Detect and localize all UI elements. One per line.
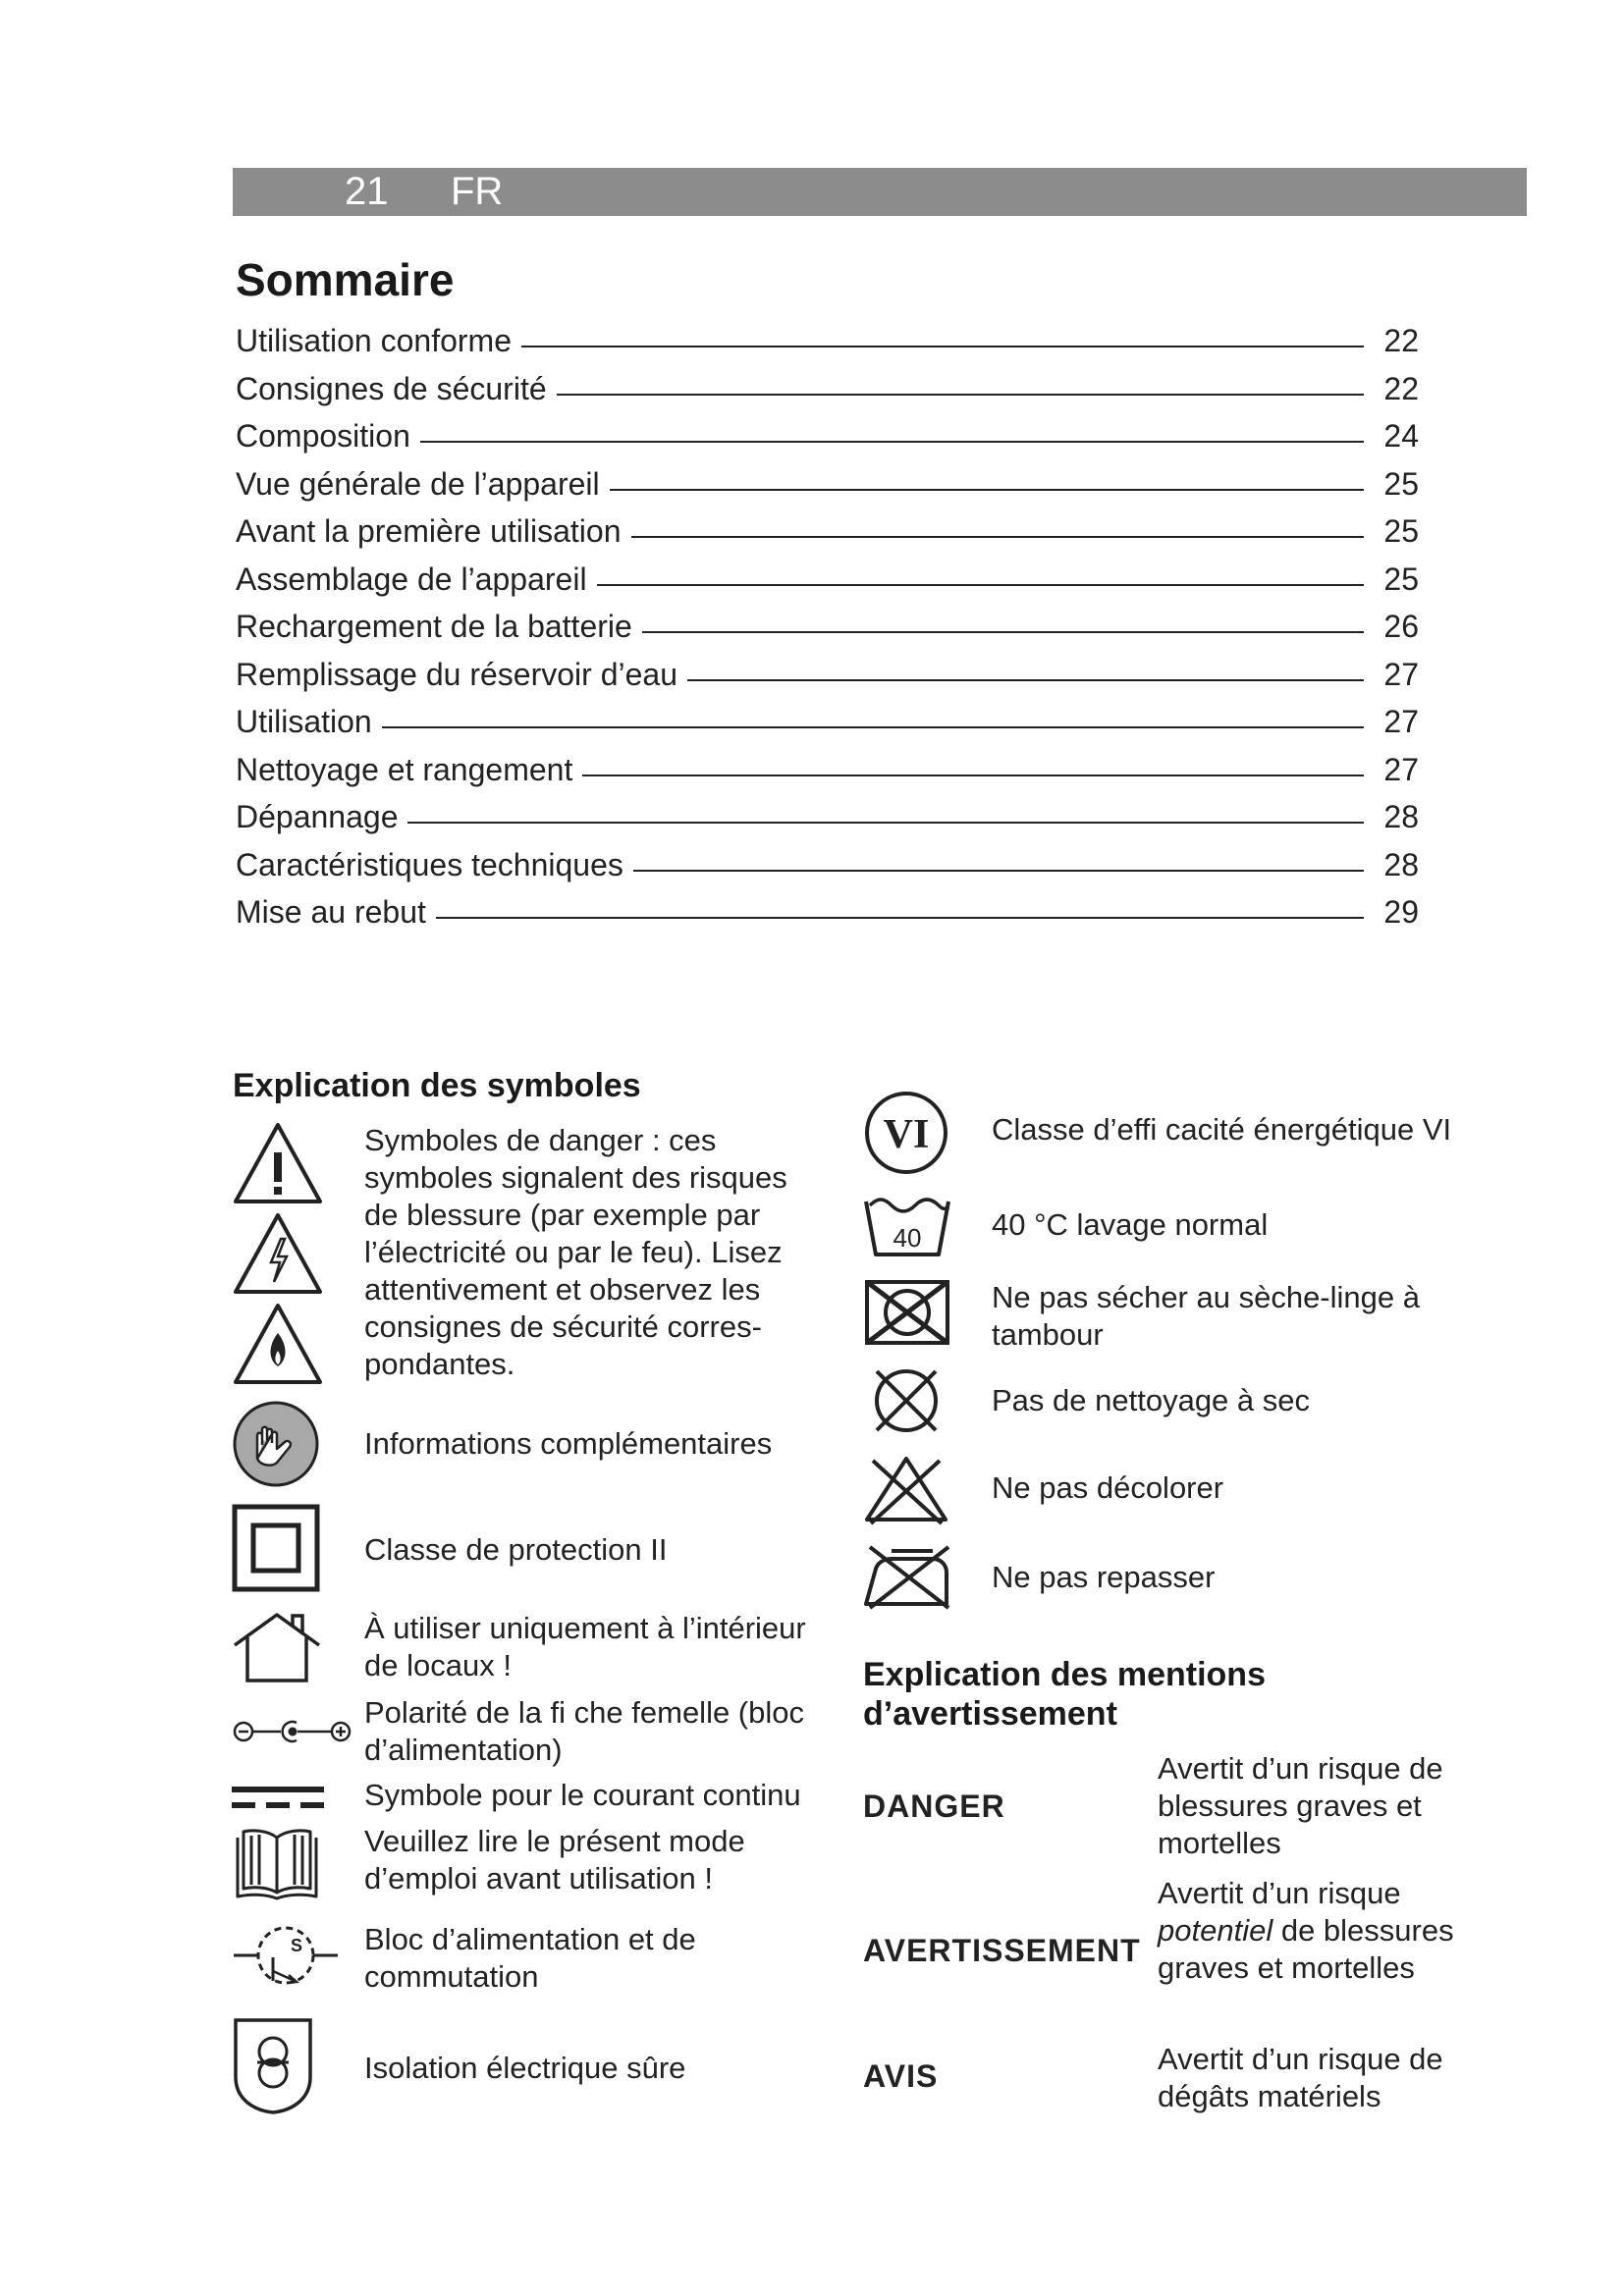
toc-entry-label: Nettoyage et rangement bbox=[236, 751, 573, 787]
no-bleach-text: Ne pas décolorer bbox=[992, 1470, 1224, 1505]
warning-desc-avis: Avertit d’un risque de dégâts matériels bbox=[1158, 2042, 1443, 2113]
safe-isolation-text: Isolation électrique sûre bbox=[364, 2051, 686, 2085]
toc-title: Sommaire bbox=[236, 254, 455, 305]
dc-current-icon bbox=[232, 1785, 324, 1812]
toc-entry-label: Assemblage de l’appareil bbox=[236, 561, 587, 597]
toc-entry-label: Utilisation bbox=[236, 704, 372, 739]
toc-entry-label: Utilisation conforme bbox=[236, 323, 512, 358]
toc-entry-page: 25 bbox=[1383, 513, 1419, 549]
toc-entry[interactable] bbox=[236, 466, 1419, 514]
no-tumble-dry-text: Ne pas sécher au sèche-linge à tambour bbox=[992, 1280, 1420, 1352]
toc-entry-page: 26 bbox=[1383, 609, 1419, 644]
dc-current-text: Symbole pour le courant continu bbox=[364, 1778, 801, 1812]
danger-symbols-text: Symboles de danger : ces symboles signalent des risques de blessure (par exemple par l’électricité ou par le feu). Lisez attentivement et observez les consignes de sécurité corres-pondantes. bbox=[364, 1123, 787, 1381]
toc-entry[interactable] bbox=[236, 371, 1419, 419]
safety-transformer-icon bbox=[232, 2016, 314, 2116]
toc-entry[interactable] bbox=[236, 752, 1419, 800]
wash-40-icon bbox=[862, 1194, 952, 1258]
header-bar bbox=[233, 168, 1527, 216]
symbols-title: Explication des symboles bbox=[233, 1067, 641, 1104]
toc-entry-page: 28 bbox=[1383, 846, 1419, 882]
no-bleach-icon bbox=[863, 1455, 949, 1525]
no-iron-icon bbox=[862, 1543, 952, 1610]
toc-entry-label: Remplissage du réservoir d’eau bbox=[236, 656, 677, 692]
no-tumble-dry-icon bbox=[863, 1278, 951, 1347]
toc-entry[interactable] bbox=[236, 847, 1419, 895]
warning-word-avis: AVIS bbox=[863, 2058, 939, 2094]
toc-entry[interactable] bbox=[236, 704, 1419, 752]
toc-entry-page: 27 bbox=[1383, 656, 1419, 692]
indoor-use-text: À utiliser uniquement à l’intérieur de locaux ! bbox=[364, 1611, 806, 1682]
toc-entry-page: 24 bbox=[1383, 418, 1419, 454]
toc-entry-page: 25 bbox=[1383, 465, 1419, 502]
toc-entry-page: 29 bbox=[1383, 894, 1419, 930]
no-iron-text: Ne pas repasser bbox=[992, 1560, 1216, 1594]
language-code: FR bbox=[451, 170, 504, 213]
efficiency-vi-icon bbox=[864, 1091, 948, 1175]
no-dry-clean-text: Pas de nettoyage à sec bbox=[992, 1383, 1311, 1417]
table-of-contents bbox=[236, 323, 1419, 942]
toc-entry-page: 25 bbox=[1383, 561, 1419, 597]
toc-entry-page: 28 bbox=[1383, 799, 1419, 834]
svg-text:S: S bbox=[291, 1936, 303, 1955]
warning-word-danger: DANGER bbox=[863, 1789, 1005, 1824]
warnings-title: Explication des mentions d’avertissement bbox=[863, 1656, 1284, 1733]
toc-entry-label: Vue générale de l’appareil bbox=[236, 465, 600, 502]
wash-temperature-badge: 40 bbox=[893, 1223, 922, 1253]
no-dry-clean-icon bbox=[867, 1365, 946, 1436]
warning-desc-avertissement: Avertit d’un risque potentiel de blessures graves et mortelles bbox=[1158, 1876, 1454, 1985]
toc-entry-label: Rechargement de la batterie bbox=[236, 609, 632, 644]
toc-entry-label: Avant la première utilisation bbox=[236, 513, 622, 549]
efficiency-text: Classe d’effi cacité énergétique VI bbox=[992, 1112, 1452, 1147]
toc-entry-page: 22 bbox=[1383, 370, 1419, 406]
toc-entry-label: Caractéristiques techniques bbox=[236, 846, 623, 882]
toc-entry-page: 27 bbox=[1383, 751, 1419, 787]
toc-entry[interactable] bbox=[236, 894, 1419, 942]
toc-entry[interactable] bbox=[236, 609, 1419, 657]
wash-text: 40 °C lavage normal bbox=[992, 1207, 1269, 1242]
toc-entry-page: 22 bbox=[1383, 323, 1419, 358]
efficiency-badge: VI bbox=[883, 1112, 930, 1157]
book-icon bbox=[232, 1824, 322, 1902]
polarity-text: Polarité de la fi che femelle (bloc d’alimentation) bbox=[364, 1695, 805, 1767]
toc-entry-label: Consignes de sécurité bbox=[236, 370, 547, 406]
read-manual-text: Veuillez lire le présent mode d’emploi avant utilisation ! bbox=[364, 1824, 745, 1896]
house-icon bbox=[232, 1612, 322, 1682]
toc-entry-page: 27 bbox=[1383, 704, 1419, 739]
warning-desc-danger: Avertit d’un risque de blessures graves et mortelles bbox=[1158, 1751, 1443, 1860]
page-number: 21 bbox=[345, 170, 389, 213]
toc-entry[interactable] bbox=[236, 513, 1419, 561]
warning-word-avertissement: AVERTISSEMENT bbox=[863, 1933, 1141, 1968]
info-text: Informations complémentaires bbox=[364, 1426, 773, 1461]
toc-entry[interactable] bbox=[236, 799, 1419, 847]
switching-psu-text: Bloc d’alimentation et de commutation bbox=[364, 1922, 696, 1994]
double-square-icon bbox=[232, 1504, 320, 1592]
toc-entry[interactable] bbox=[236, 657, 1419, 705]
toc-entry-label: Composition bbox=[236, 418, 410, 454]
toc-entry[interactable] bbox=[236, 323, 1419, 371]
protection-class-text: Classe de protection II bbox=[364, 1532, 668, 1567]
danger-triangles-icon bbox=[232, 1119, 324, 1390]
toc-entry-label: Dépannage bbox=[236, 799, 399, 834]
toc-entry[interactable] bbox=[236, 561, 1419, 610]
hand-info-icon bbox=[232, 1400, 320, 1488]
polarity-icon bbox=[232, 1720, 353, 1743]
toc-entry[interactable] bbox=[236, 418, 1419, 466]
toc-entry-label: Mise au rebut bbox=[236, 894, 426, 930]
switching-psu-icon bbox=[232, 1918, 340, 1997]
